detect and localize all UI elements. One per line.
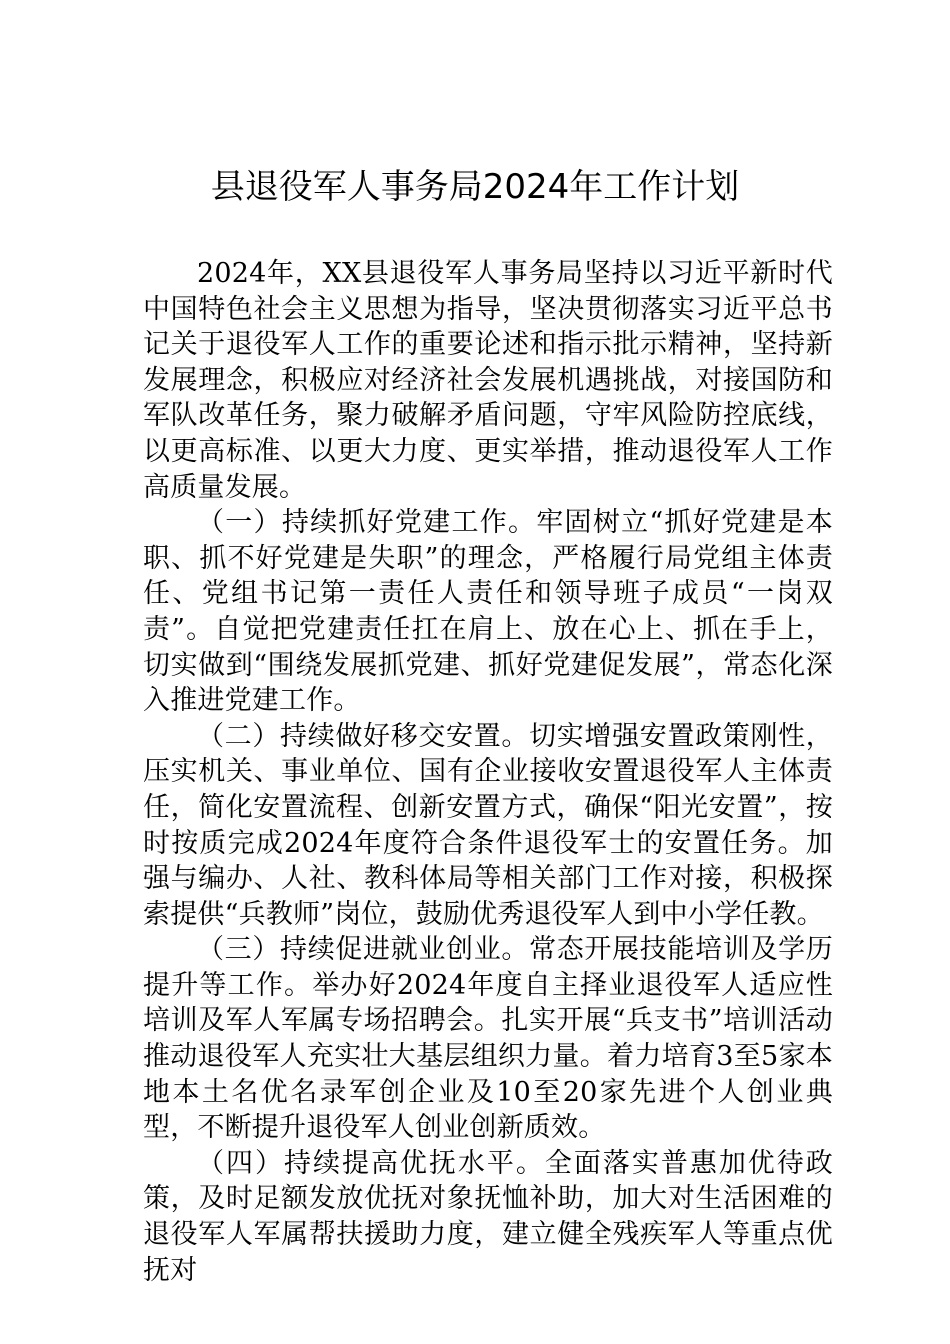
intro-paragraph: 2024年，XX县退役军人事务局坚持以习近平新时代中国特色社会主义思想为指导，坚决贯彻落实习近平总书记关于退役军人工作的重要论述和指示批示精神，坚持新发展理念，积极应对经济社会发展机遇挑战，对接国防和军队改革任务，聚力破解矛盾问题，守牢风险防控底线，以更高标准、以更大力度、更实举措，推动退役军人工作高质量发展。: [143, 258, 833, 503]
document-title: 县退役军人事务局2024年工作计划: [210, 167, 740, 207]
section-2-paragraph: （二）持续做好移交安置。切实增强安置政策刚性，压实机关、事业单位、国有企业接收安置退役军人主体责任，简化安置流程、创新安置方式，确保“阳光安置”，按时按质完成2024年度符合条件退役军士的安置任务。加强与编办、人社、教科体局等相关部门工作对接，积极探索提供“兵教师”岗位，鼓励优秀退役军人到中小学任教。: [143, 720, 833, 930]
section-1-paragraph: （一）持续抓好党建工作。牢固树立“抓好党建是本职、抓不好党建是失职”的理念，严格履行局党组主体责任、党组书记第一责任人责任和领导班子成员“一岗双责”。自觉把党建责任扛在肩上、放在心上、抓在手上，切实做到“围绕发展抓党建、抓好党建促发展”，常态化深入推进党建工作。: [143, 507, 833, 717]
document-body: [143, 256, 833, 1288]
section-4-paragraph: （四）持续提高优抚水平。全面落实普惠加优待政策，及时足额发放优抚对象抚恤补助，加大对生活困难的退役军人军属帮扶援助力度，建立健全残疾军人等重点优抚对: [143, 1147, 833, 1286]
section-3-paragraph: （三）持续促进就业创业。常态开展技能培训及学历提升等工作。举办好2024年度自主择业退役军人适应性培训及军人军属专场招聘会。扎实开展“兵支书”培训活动推动退役军人充实壮大基层组织力量。着力培育3至5家本地本土名优名录军创企业及10至20家先进个人创业典型，不断提升退役军人创业创新质效。: [143, 934, 833, 1144]
